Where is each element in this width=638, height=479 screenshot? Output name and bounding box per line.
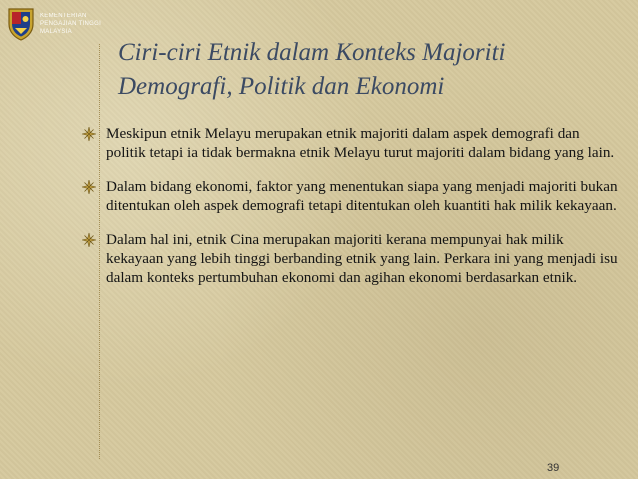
sparkle-star-icon bbox=[82, 127, 96, 141]
crest-icon bbox=[6, 6, 36, 42]
slide-title-line-2: Demografi, Politik dan Ekonomi bbox=[118, 73, 445, 100]
bullet-text: Meskipun etnik Melayu merupakan etnik majoriti dalam aspek demografi dan politik tetapi ia tidak bermakna etnik Melayu turut majoriti dalam bidang yang lain. bbox=[106, 125, 615, 161]
bullet-text: Dalam hal ini, etnik Cina merupakan majoriti kerana mempunyai hak milik kekayaan yang lebih tinggi berbanding etnik yang lain. Perkara ini yang menjadi isu dalam konteks pertumbuhan ekonomi dan agihan ekonomi berdasarkan etnik. bbox=[106, 231, 618, 286]
bullet-item bbox=[82, 124, 622, 162]
slide-title bbox=[118, 36, 618, 104]
bullet-text: Dalam bidang ekonomi, faktor yang menentukan siapa yang menjadi majoriti bukan ditentukan oleh aspek demografi tetapi ditentukan oleh kuantiti hak milik kekayaan. bbox=[106, 178, 618, 214]
logo-text-line: MALAYSIA bbox=[40, 29, 72, 35]
sparkle-star-icon bbox=[82, 233, 96, 247]
logo-text bbox=[40, 12, 116, 36]
slide-title-line-1: Ciri-ciri Etnik dalam Konteks Majoriti bbox=[118, 39, 506, 66]
logo-text-line: KEMENTERIAN bbox=[40, 13, 87, 19]
bullet-item bbox=[82, 177, 622, 215]
bullet-item bbox=[82, 230, 622, 287]
logo-text-line: PENGAJIAN TINGGI bbox=[40, 21, 102, 27]
page-number: 39 bbox=[547, 462, 560, 474]
logo bbox=[6, 6, 116, 46]
sparkle-star-icon bbox=[82, 180, 96, 194]
bullet-list bbox=[82, 124, 622, 302]
